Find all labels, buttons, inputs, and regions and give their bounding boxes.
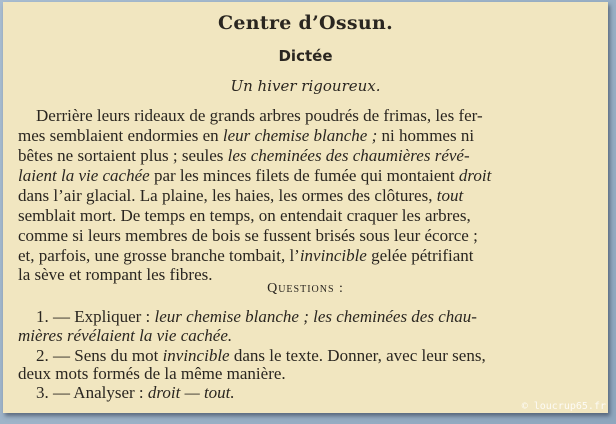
dictation-title: Un hiver rigoureux.: [230, 77, 381, 95]
text-run: semblait mort. De temps en temps, on entendait craquer les arbres,: [18, 206, 471, 225]
dictation-line: [18, 126, 474, 146]
paper-page: [3, 2, 608, 413]
questions-heading: Questions :: [267, 281, 344, 296]
text-run: deux mots formés de la même manière.: [18, 364, 286, 383]
text-run: dans l’air glacial. La plaine, les haies, les ormes des clôtures,: [18, 186, 437, 205]
text-run: 2. — Sens du mot: [36, 346, 163, 365]
dictation-line: [18, 166, 491, 186]
dictation-line: [18, 146, 470, 166]
dictation-line: [36, 106, 483, 126]
text-run: ni hommes ni: [377, 126, 475, 145]
italic-run: mières révélaient la vie cachée.: [18, 326, 233, 345]
italic-run: invincible: [162, 346, 230, 365]
text-run: mes semblaient endormies en: [18, 126, 223, 145]
italic-run: leur chemise blanche ;: [222, 126, 378, 145]
question-2-cont: [18, 364, 286, 384]
question-3: [36, 383, 235, 403]
text-run: Derrière leurs rideaux de grands arbres poudrés de frimas, les fer-: [36, 106, 483, 125]
question-1-cont: [18, 326, 232, 346]
italic-run: leur chemise blanche ; les cheminées des chau-: [154, 307, 477, 326]
text-run: 3. — Analyser :: [36, 383, 148, 402]
text-run: la sève et rompant les fibres.: [18, 265, 213, 284]
italic-run: tout: [436, 186, 464, 205]
text-run: et, parfois, une grosse branche tombait, l’: [18, 246, 300, 265]
text-run: bêtes ne sortaient plus ; seules: [18, 146, 228, 165]
text-run: gelée pétrifiant: [366, 246, 474, 265]
question-1: [36, 307, 477, 327]
italic-run: droit: [458, 166, 492, 185]
dictation-line: [18, 186, 463, 206]
italic-run: les cheminées des chaumières révé-: [227, 146, 470, 165]
section-title: Dictée: [278, 47, 333, 65]
question-2: [36, 346, 486, 366]
text-run: 1. — Expliquer :: [36, 307, 155, 326]
dictation-line: [18, 226, 478, 246]
italic-run: droit — tout.: [147, 383, 235, 402]
text-run: dans le texte. Donner, avec leur sens,: [229, 346, 486, 365]
italic-run: laient la vie cachée: [18, 166, 150, 185]
page-title: Centre d’Ossun.: [217, 12, 394, 34]
text-run: par les minces filets de fumée qui montaient: [149, 166, 459, 185]
copyright-watermark: © loucrup65.fr: [521, 401, 606, 412]
italic-run: invincible: [299, 246, 367, 265]
text-run: comme si leurs membres de bois se fussent brisés sous leur écorce ;: [18, 226, 478, 245]
dictation-line: [18, 246, 474, 266]
dictation-line: [18, 206, 471, 226]
